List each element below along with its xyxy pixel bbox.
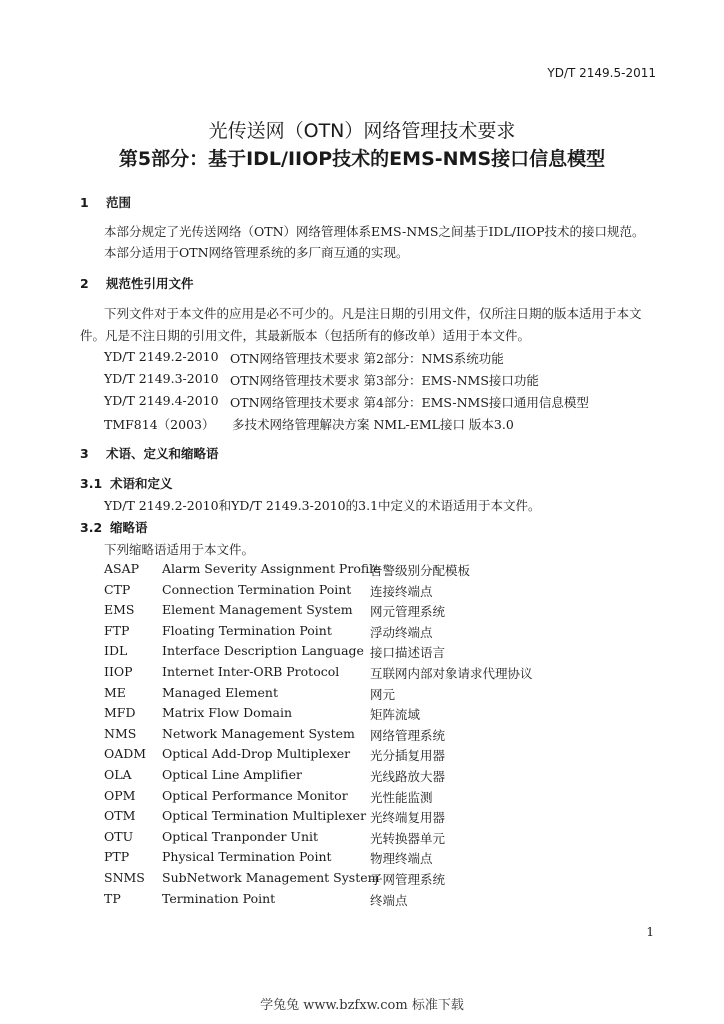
document-title: 光传送网（OTN）网络管理技术要求 bbox=[208, 120, 516, 142]
reference-title: OTN网络管理技术要求 第2部分：NMS系统功能 bbox=[230, 351, 504, 366]
footer-watermark: 学兔兔 www.bzfxw.com 标准下载 bbox=[260, 998, 464, 1013]
section-title: 规范性引用文件 bbox=[106, 276, 194, 291]
abbreviation-english: Optical Termination Multiplexer bbox=[162, 808, 367, 823]
section-title: 缩略语 bbox=[110, 520, 148, 535]
section-title: 范围 bbox=[106, 195, 132, 210]
abbreviation-english: Network Management System bbox=[162, 726, 355, 741]
abbreviation-english: Optical Line Amplifier bbox=[162, 767, 303, 782]
abbreviation-chinese: 网元 bbox=[370, 687, 396, 702]
section-number: 3 bbox=[80, 446, 89, 461]
abbreviation-term: OTM bbox=[104, 808, 136, 823]
abbreviation-english: Managed Element bbox=[162, 685, 278, 700]
abbreviation-chinese: 矩阵流域 bbox=[370, 707, 421, 722]
abbreviation-english: Alarm Severity Assignment Profile bbox=[162, 561, 381, 576]
section-number: 3.1 bbox=[80, 476, 103, 491]
section-3-2-heading bbox=[80, 518, 148, 536]
abbreviation-english: Optical Tranponder Unit bbox=[162, 829, 319, 844]
abbreviation-english: Connection Termination Point bbox=[162, 582, 352, 597]
abbreviation-english: Element Management System bbox=[162, 602, 353, 617]
abbreviation-chinese: 物理终端点 bbox=[370, 851, 433, 866]
abbreviation-english: Optical Performance Monitor bbox=[162, 788, 348, 803]
section-number: 1 bbox=[80, 195, 89, 210]
section-title: 术语和定义 bbox=[110, 476, 173, 491]
section-1-paragraph: 本部分规定了光传送网络（OTN）网络管理体系EMS-NMS之间基于IDL/IIOP技术的接口规范。 bbox=[104, 224, 645, 239]
reference-code: TMF814（2003） bbox=[104, 417, 215, 432]
abbreviation-term: OLA bbox=[104, 767, 132, 782]
abbreviation-chinese: 连接终端点 bbox=[370, 584, 433, 599]
abbreviation-term: FTP bbox=[104, 623, 130, 638]
abbreviation-chinese: 光转换器单元 bbox=[370, 831, 446, 846]
abbreviation-term: MFD bbox=[104, 705, 136, 720]
abbreviation-term: CTP bbox=[104, 582, 131, 597]
page-number: 1 bbox=[646, 925, 654, 939]
abbreviation-english: Internet Inter-ORB Protocol bbox=[162, 664, 340, 679]
abbreviation-term: IDL bbox=[104, 643, 128, 658]
abbreviation-term: SNMS bbox=[104, 870, 145, 885]
section-3-1-heading bbox=[80, 474, 173, 492]
abbreviation-english: SubNetwork Management System bbox=[162, 870, 380, 885]
section-1-heading bbox=[80, 193, 131, 211]
abbreviation-term: IIOP bbox=[104, 664, 133, 679]
reference-title: OTN网络管理技术要求 第3部分：EMS-NMS接口功能 bbox=[230, 373, 539, 388]
reference-title: OTN网络管理技术要求 第4部分：EMS-NMS接口通用信息模型 bbox=[230, 395, 589, 410]
abbreviation-english: Physical Termination Point bbox=[162, 849, 332, 864]
abbreviation-chinese: 光终端复用器 bbox=[370, 810, 446, 825]
abbreviation-chinese: 光性能监测 bbox=[370, 790, 433, 805]
section-number: 3.2 bbox=[80, 520, 103, 535]
abbreviation-chinese: 网络管理系统 bbox=[370, 728, 446, 743]
abbreviation-term: TP bbox=[104, 891, 121, 906]
abbreviation-term: EMS bbox=[104, 602, 135, 617]
reference-code: YD/T 2149.3-2010 bbox=[104, 371, 219, 386]
section-number: 2 bbox=[80, 276, 89, 291]
abbreviation-term: ME bbox=[104, 685, 126, 700]
section-title: 术语、定义和缩略语 bbox=[106, 446, 219, 461]
abbreviation-term: OPM bbox=[104, 788, 136, 803]
abbreviation-english: Termination Point bbox=[162, 891, 276, 906]
abbreviation-chinese: 光线路放大器 bbox=[370, 769, 446, 784]
reference-code: YD/T 2149.2-2010 bbox=[104, 349, 219, 364]
reference-title: 多技术网络管理解决方案 NML-EML接口 版本3.0 bbox=[232, 417, 514, 432]
abbreviation-chinese: 子网管理系统 bbox=[370, 872, 446, 887]
section-2-intro: 下列文件对于本文件的应用是必不可少的。凡是注日期的引用文件，仅所注日期的版本适用于本文 bbox=[104, 306, 642, 321]
section-2-heading bbox=[80, 274, 194, 292]
abbreviation-english: Matrix Flow Domain bbox=[162, 705, 293, 720]
abbreviation-chinese: 网元管理系统 bbox=[370, 604, 446, 619]
abbreviation-english: Floating Termination Point bbox=[162, 623, 332, 638]
document-subtitle: 第5部分：基于IDL/IIOP技术的EMS-NMS接口信息模型 bbox=[118, 148, 606, 170]
abbreviation-chinese: 终端点 bbox=[370, 893, 408, 908]
section-3-2-intro: 下列缩略语适用于本文件。 bbox=[104, 542, 255, 557]
abbreviation-english: Optical Add-Drop Multiplexer bbox=[162, 746, 351, 761]
abbreviation-chinese: 接口描述语言 bbox=[370, 645, 446, 660]
reference-code: YD/T 2149.4-2010 bbox=[104, 393, 219, 408]
abbreviation-chinese: 告警级别分配模板 bbox=[370, 563, 471, 578]
abbreviation-chinese: 浮动终端点 bbox=[370, 625, 433, 640]
abbreviation-chinese: 互联网内部对象请求代理协议 bbox=[370, 666, 533, 681]
abbreviation-chinese: 光分插复用器 bbox=[370, 748, 446, 763]
abbreviation-term: PTP bbox=[104, 849, 130, 864]
standard-code: YD/T 2149.5-2011 bbox=[547, 66, 656, 80]
abbreviation-term: OTU bbox=[104, 829, 134, 844]
section-2-intro-continued: 件。凡是不注日期的引用文件，其最新版本（包括所有的修改单）适用于本文件。 bbox=[80, 328, 531, 343]
section-3-1-text: YD/T 2149.2-2010和YD/T 2149.3-2010的3.1中定义的术语适用于本文件。 bbox=[104, 498, 541, 513]
abbreviation-term: NMS bbox=[104, 726, 137, 741]
abbreviation-english: Interface Description Language bbox=[162, 643, 364, 658]
section-3-heading bbox=[80, 444, 219, 462]
section-1-paragraph: 本部分适用于OTN网络管理系统的多厂商互通的实现。 bbox=[104, 245, 409, 260]
abbreviation-term: ASAP bbox=[104, 561, 140, 576]
abbreviation-term: OADM bbox=[104, 746, 147, 761]
